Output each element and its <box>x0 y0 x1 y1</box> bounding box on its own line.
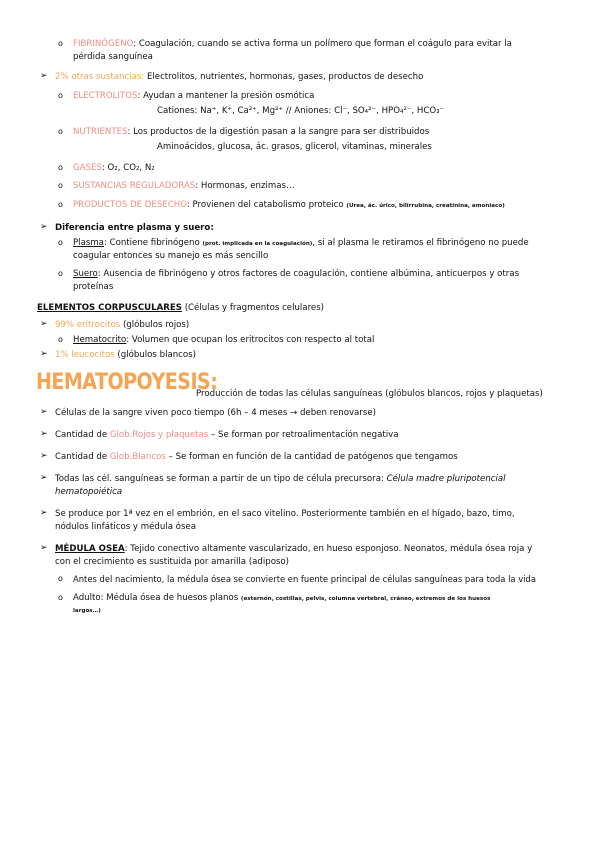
leucocitos-line: 1% leucocitos (glóbulos blancos) <box>55 350 196 360</box>
gases-line: GASES: O₂, CO₂, N₂ <box>73 163 155 173</box>
suero-line1: Suero: Ausencia de fibrinógeno y otros factores de coagulación, contiene albúmina, anticuerpos y otras <box>73 269 520 279</box>
hemato-point-5-line2: nódulos linfáticos y médula ósea <box>55 522 196 532</box>
circle-bullet-icon: o <box>58 574 63 583</box>
nutrientes-term: NUTRIENTES <box>73 127 128 137</box>
hemato-point-2: Cantidad de Glob.Rojos y plaquetas – Se forman por retroalimentación negativa <box>55 430 399 440</box>
glob-rojos-term: Glob.Rojos y plaquetas <box>109 430 209 440</box>
fibrinogeno-line2: pérdida sanguínea <box>73 52 153 62</box>
medula-line1: MÉDULA OSEA: Tejido conectivo altamente vascularizado, en hueso esponjoso. Neonatos, médula ósea roja y <box>55 544 533 554</box>
glob-blancos-term: Glob.Blancos <box>109 452 166 462</box>
circle-bullet-icon: o <box>58 200 63 209</box>
fibrinogeno-term: FIBRINÓGENO <box>73 39 134 49</box>
arrow-bullet-icon: ➢ <box>40 407 48 417</box>
electrolitos-line1: ELECTROLITOS: Ayudan a mantener la presión osmótica <box>73 91 315 101</box>
medula-antes: Antes del nacimiento, la médula ósea se convierte en fuente principal de células sanguíneas para toda la vida <box>73 574 536 584</box>
medula-term: MÉDULA OSEA <box>55 544 125 554</box>
suero-term: Suero <box>73 269 98 279</box>
fibrinogeno-line1: FIBRINÓGENO: Coagulación, cuando se activa forma un polímero que forman el coágulo para evitar la <box>73 39 512 49</box>
reguladoras-term: SUSTANCIAS REGULADORAS <box>73 181 196 191</box>
arrow-bullet-icon: ➢ <box>40 473 48 483</box>
arrow-bullet-icon: ➢ <box>40 319 48 329</box>
circle-bullet-icon: o <box>58 238 63 247</box>
hemato-point-4-line2: hematopoiética <box>55 487 123 497</box>
desecho-term: PRODUCTOS DE DESECHO <box>73 200 187 210</box>
electrolitos-term: ELECTROLITOS <box>73 91 138 101</box>
hematocrito-term: Hematocrito <box>73 335 127 345</box>
hematocrito-line: Hematocrito: Volumen que ocupan los eritrocitos con respecto al total <box>73 335 375 345</box>
hematopoyesis-heading: HEMATOPOYESIS: <box>36 369 218 395</box>
leucocitos-term: 1% leucocitos <box>55 350 115 360</box>
medula-adulto-line1: Adulto: Médula ósea de huesos planos (esternón, costillas, pelvis, columna vertebral, cráneo, extremos de los huesos <box>73 593 491 603</box>
elementos-title-line: ELEMENTOS CORPUSCULARES (Células y fragmentos celulares) <box>37 303 325 313</box>
electrolitos-ions: Cationes: Na⁺, K⁺, Ca²⁺, Mg²⁺ // Aniones: Cl⁻, SO₄²⁻, HPO₄²⁻, HCO₃⁻ <box>157 106 445 116</box>
nutrientes-line1: NUTRIENTES: Los productos de la digestión pasan a la sangre para ser distribuidos <box>73 127 430 137</box>
circle-bullet-icon: o <box>58 39 63 48</box>
plasma-line2: coagular entonces su manejo es más sencillo <box>73 251 269 261</box>
otras-term: 2% otras sustancias: <box>55 72 145 82</box>
eritrocitos-term: 99% eritrocitos <box>55 320 121 330</box>
circle-bullet-icon: o <box>58 163 63 172</box>
arrow-bullet-icon: ➢ <box>40 429 48 439</box>
hemato-point-1: Células de la sangre viven poco tiempo (6h – 4 meses → deben renovarse) <box>55 408 376 418</box>
arrow-bullet-icon: ➢ <box>40 71 48 81</box>
plasma-suero-title: Diferencia entre plasma y suero: <box>55 223 214 233</box>
suero-line2: proteínas <box>73 282 114 292</box>
gases-term: GASES <box>73 163 102 173</box>
hemato-point-3: Cantidad de Glob.Blancos – Se forman en función de la cantidad de patógenos que tengamos <box>55 452 458 462</box>
medula-adulto-line2: largos…) <box>73 608 101 614</box>
arrow-bullet-icon: ➢ <box>40 349 48 359</box>
nutrientes-list: Aminoácidos, glucosa, ác. grasos, glicerol, vitaminas, minerales <box>157 142 432 152</box>
circle-bullet-icon: o <box>58 91 63 100</box>
otras-sustancias: 2% otras sustancias: Electrolitos, nutrientes, hormonas, gases, productos de desecho <box>55 72 424 82</box>
circle-bullet-icon: o <box>58 181 63 190</box>
arrow-bullet-icon: ➢ <box>40 543 48 553</box>
elementos-title: ELEMENTOS CORPUSCULARES <box>37 303 182 313</box>
circle-bullet-icon: o <box>58 593 63 602</box>
circle-bullet-icon: o <box>58 269 63 278</box>
circle-bullet-icon: o <box>58 127 63 136</box>
arrow-bullet-icon: ➢ <box>40 222 48 232</box>
arrow-bullet-icon: ➢ <box>40 451 48 461</box>
hematopoyesis-intro: Producción de todas las células sanguíneas (glóbulos blancos, rojos y plaquetas) <box>196 389 543 399</box>
reguladoras-line: SUSTANCIAS REGULADORAS: Hormonas, enzimas… <box>73 181 295 191</box>
medula-line2: con el crecimiento es sustituida por amarilla (adiposo) <box>55 557 290 567</box>
eritrocitos-line: 99% eritrocitos (glóbulos rojos) <box>55 320 190 330</box>
hemato-point-5-line1: Se produce por 1ª vez en el embrión, en el saco vitelino. Posteriormente también en el hígado, bazo, timo, <box>55 509 515 519</box>
arrow-bullet-icon: ➢ <box>40 508 48 518</box>
plasma-line1: Plasma: Contiene fibrinógeno (prot. implicada en la coagulación), si al plasma le retiramos el fibrinógeno no puede <box>73 238 529 248</box>
circle-bullet-icon: o <box>58 335 63 344</box>
plasma-term: Plasma <box>73 238 104 248</box>
desecho-line: PRODUCTOS DE DESECHO: Provienen del catabolismo proteico (Urea, ác. úrico, bilirrubina, creatinina, amoniaco) <box>73 200 505 210</box>
hemato-point-4-line1: Todas las cél. sanguíneas se forman a partir de un tipo de célula precursora: Célula madre pluripotencial <box>55 474 506 484</box>
